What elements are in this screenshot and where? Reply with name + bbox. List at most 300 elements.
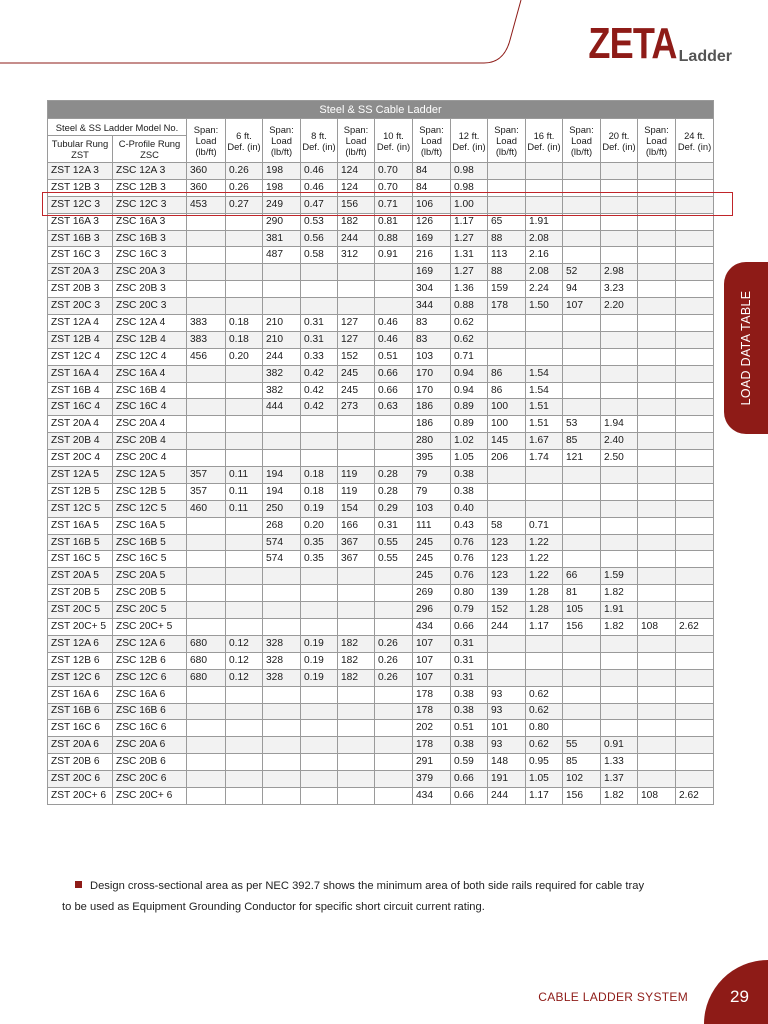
cell-cprofile-model: ZSC 20C 4	[113, 450, 187, 467]
table-cell	[676, 416, 714, 433]
table-cell	[338, 602, 375, 619]
table-cell: 0.38	[451, 737, 488, 754]
table-cell: 0.31	[375, 517, 413, 534]
table-cell: 83	[413, 331, 451, 348]
table-cell	[226, 264, 263, 281]
table-cell	[638, 433, 676, 450]
table-cell	[563, 230, 601, 247]
table-cell	[601, 703, 638, 720]
table-cell: 148	[488, 754, 526, 771]
table-cell: 444	[263, 399, 301, 416]
table-cell	[338, 433, 375, 450]
table-cell: 1.91	[601, 602, 638, 619]
cell-cprofile-model: ZSC 16C 5	[113, 551, 187, 568]
table-cell: 1.33	[601, 754, 638, 771]
table-cell	[676, 551, 714, 568]
table-cell	[226, 433, 263, 450]
table-cell: 0.95	[526, 754, 563, 771]
table-row	[48, 315, 714, 332]
cell-tubular-model: ZST 16A 4	[48, 365, 113, 382]
table-cell: 178	[413, 737, 451, 754]
table-cell: 0.38	[451, 467, 488, 484]
table-cell: 0.76	[451, 534, 488, 551]
table-cell	[263, 416, 301, 433]
table-cell: 0.51	[451, 720, 488, 737]
table-cell	[488, 652, 526, 669]
table-cell: 88	[488, 230, 526, 247]
table-cell: 0.47	[301, 196, 338, 213]
col-header: Span: Load (lb/ft)	[488, 119, 526, 163]
table-cell	[338, 585, 375, 602]
table-cell	[226, 281, 263, 298]
table-cell: 194	[263, 467, 301, 484]
col-header: 20 ft. Def. (in)	[601, 119, 638, 163]
table-cell: 487	[263, 247, 301, 264]
table-cell: 169	[413, 230, 451, 247]
cell-cprofile-model: ZSC 12B 3	[113, 179, 187, 196]
table-cell	[638, 467, 676, 484]
cell-cprofile-model: ZSC 12C 5	[113, 500, 187, 517]
table-cell: 434	[413, 787, 451, 804]
table-cell: 574	[263, 551, 301, 568]
table-cell	[563, 213, 601, 230]
cell-cprofile-model: ZSC 12A 3	[113, 163, 187, 180]
cell-cprofile-model: ZSC 16C 4	[113, 399, 187, 416]
table-cell: 124	[338, 179, 375, 196]
cell-cprofile-model: ZSC 20B 6	[113, 754, 187, 771]
table-cell	[526, 348, 563, 365]
table-cell: 210	[263, 315, 301, 332]
table-cell	[563, 500, 601, 517]
table-cell	[601, 163, 638, 180]
table-cell: 1.02	[451, 433, 488, 450]
table-cell: 178	[413, 686, 451, 703]
table-cell	[601, 669, 638, 686]
cell-cprofile-model: ZSC 16C 6	[113, 720, 187, 737]
table-cell: 152	[488, 602, 526, 619]
table-cell: 0.31	[451, 652, 488, 669]
table-cell: 101	[488, 720, 526, 737]
table-cell: 81	[563, 585, 601, 602]
table-cell	[187, 281, 226, 298]
table-cell: 1.31	[451, 247, 488, 264]
table-cell	[301, 264, 338, 281]
cell-tubular-model: ZST 20C 4	[48, 450, 113, 467]
table-cell	[601, 213, 638, 230]
cell-cprofile-model: ZSC 12B 4	[113, 331, 187, 348]
table-cell: 0.33	[301, 348, 338, 365]
table-cell	[601, 500, 638, 517]
table-row	[48, 483, 714, 500]
table-cell: 249	[263, 196, 301, 213]
table-cell: 66	[563, 568, 601, 585]
table-cell	[226, 298, 263, 315]
table-cell	[375, 703, 413, 720]
cell-cprofile-model: ZSC 12A 6	[113, 635, 187, 652]
table-row	[48, 179, 714, 196]
table-cell: 1.54	[526, 382, 563, 399]
table-cell: 0.27	[226, 196, 263, 213]
table-cell: 83	[413, 315, 451, 332]
table-cell	[226, 686, 263, 703]
cell-tubular-model: ZST 16A 6	[48, 686, 113, 703]
table-cell	[187, 703, 226, 720]
table-cell: 156	[563, 619, 601, 636]
table-cell: 1.28	[526, 585, 563, 602]
col-header-tubular: Tubular Rung ZST	[48, 136, 113, 163]
table-cell	[263, 686, 301, 703]
table-cell: 1.91	[526, 213, 563, 230]
table-cell: 1.82	[601, 787, 638, 804]
table-cell	[187, 382, 226, 399]
table-cell	[187, 213, 226, 230]
table-cell	[301, 619, 338, 636]
table-cell	[676, 483, 714, 500]
table-cell	[226, 382, 263, 399]
cell-tubular-model: ZST 12A 3	[48, 163, 113, 180]
table-cell: 0.94	[451, 365, 488, 382]
table-cell	[187, 247, 226, 264]
table-cell	[187, 771, 226, 788]
cell-cprofile-model: ZSC 20A 6	[113, 737, 187, 754]
table-cell: 111	[413, 517, 451, 534]
table-cell: 0.80	[526, 720, 563, 737]
table-cell	[375, 585, 413, 602]
table-cell	[638, 348, 676, 365]
table-row	[48, 416, 714, 433]
table-cell	[226, 517, 263, 534]
table-cell	[187, 686, 226, 703]
table-cell	[338, 787, 375, 804]
table-cell: 0.71	[375, 196, 413, 213]
table-cell	[676, 703, 714, 720]
table-row	[48, 619, 714, 636]
table-cell	[638, 703, 676, 720]
col-header: Span: Load (lb/ft)	[638, 119, 676, 163]
table-cell	[638, 534, 676, 551]
table-cell	[563, 382, 601, 399]
table-cell	[301, 568, 338, 585]
table-row	[48, 787, 714, 804]
table-cell: 0.89	[451, 399, 488, 416]
table-cell	[263, 703, 301, 720]
table-cell	[676, 264, 714, 281]
table-cell: 85	[563, 433, 601, 450]
cell-cprofile-model: ZSC 20A 5	[113, 568, 187, 585]
table-cell	[226, 213, 263, 230]
table-cell	[563, 196, 601, 213]
table-cell	[601, 399, 638, 416]
table-cell	[601, 720, 638, 737]
cell-cprofile-model: ZSC 12C 3	[113, 196, 187, 213]
table-cell: 0.88	[375, 230, 413, 247]
table-cell: 106	[413, 196, 451, 213]
cell-tubular-model: ZST 16C 6	[48, 720, 113, 737]
table-cell: 0.38	[451, 703, 488, 720]
table-cell: 244	[488, 787, 526, 804]
table-cell	[375, 568, 413, 585]
table-cell: 1.74	[526, 450, 563, 467]
table-cell	[563, 163, 601, 180]
table-cell	[563, 179, 601, 196]
table-cell: 2.98	[601, 264, 638, 281]
table-cell	[263, 281, 301, 298]
table-cell	[676, 585, 714, 602]
table-cell	[226, 230, 263, 247]
cell-tubular-model: ZST 20B 4	[48, 433, 113, 450]
table-row	[48, 652, 714, 669]
table-cell: 191	[488, 771, 526, 788]
cell-cprofile-model: ZSC 20A 4	[113, 416, 187, 433]
table-cell: 126	[413, 213, 451, 230]
table-cell: 119	[338, 467, 375, 484]
table-cell	[375, 720, 413, 737]
table-row	[48, 331, 714, 348]
table-cell	[375, 737, 413, 754]
table-cell: 3.23	[601, 281, 638, 298]
table-cell: 244	[338, 230, 375, 247]
table-cell	[226, 450, 263, 467]
table-cell	[526, 483, 563, 500]
table-cell	[601, 483, 638, 500]
table-cell	[263, 298, 301, 315]
table-cell	[226, 771, 263, 788]
table-cell: 244	[488, 619, 526, 636]
table-cell	[187, 720, 226, 737]
table-cell	[563, 467, 601, 484]
table-cell	[488, 669, 526, 686]
table-cell: 1.28	[526, 602, 563, 619]
brand-logo	[569, 19, 732, 68]
table-row	[48, 754, 714, 771]
table-cell: 2.24	[526, 281, 563, 298]
table-cell: 156	[338, 196, 375, 213]
table-cell: 182	[338, 669, 375, 686]
table-cell: 2.16	[526, 247, 563, 264]
table-cell: 456	[187, 348, 226, 365]
table-cell	[676, 500, 714, 517]
table-cell	[563, 315, 601, 332]
table-cell: 383	[187, 331, 226, 348]
table-cell: 216	[413, 247, 451, 264]
table-cell: 269	[413, 585, 451, 602]
table-cell	[301, 433, 338, 450]
table-cell	[187, 754, 226, 771]
table-cell	[563, 365, 601, 382]
table-cell	[676, 720, 714, 737]
cell-cprofile-model: ZSC 12B 6	[113, 652, 187, 669]
cell-tubular-model: ZST 20C+ 6	[48, 787, 113, 804]
table-cell: 1.27	[451, 264, 488, 281]
cell-tubular-model: ZST 20C 6	[48, 771, 113, 788]
table-cell: 154	[338, 500, 375, 517]
table-row	[48, 298, 714, 315]
table-cell	[526, 669, 563, 686]
table-cell	[187, 399, 226, 416]
cell-cprofile-model: ZSC 16B 4	[113, 382, 187, 399]
table-cell: 1.22	[526, 534, 563, 551]
col-header: 12 ft. Def. (in)	[451, 119, 488, 163]
table-cell: 198	[263, 179, 301, 196]
table-cell: 0.31	[451, 669, 488, 686]
table-cell: 94	[563, 281, 601, 298]
table-cell: 0.11	[226, 467, 263, 484]
side-tab-label: LOAD DATA TABLE	[739, 290, 753, 406]
table-cell: 244	[263, 348, 301, 365]
table-cell: 105	[563, 602, 601, 619]
table-cell: 93	[488, 737, 526, 754]
cell-cprofile-model: ZSC 20C 5	[113, 602, 187, 619]
table-row	[48, 568, 714, 585]
table-cell: 0.35	[301, 551, 338, 568]
table-cell	[338, 686, 375, 703]
table-cell	[226, 754, 263, 771]
table-cell	[263, 737, 301, 754]
table-cell	[563, 534, 601, 551]
table-cell: 79	[413, 483, 451, 500]
table-cell	[638, 331, 676, 348]
table-cell	[226, 720, 263, 737]
table-cell	[601, 315, 638, 332]
table-cell: 382	[263, 365, 301, 382]
cell-tubular-model: ZST 16B 3	[48, 230, 113, 247]
table-cell: 58	[488, 517, 526, 534]
cell-tubular-model: ZST 20B 6	[48, 754, 113, 771]
table-cell: 0.66	[375, 382, 413, 399]
table-cell	[526, 331, 563, 348]
table-cell	[563, 669, 601, 686]
table-cell: 0.46	[375, 315, 413, 332]
table-cell: 145	[488, 433, 526, 450]
table-cell: 367	[338, 534, 375, 551]
table-cell: 304	[413, 281, 451, 298]
table-cell: 245	[338, 365, 375, 382]
table-cell: 182	[338, 652, 375, 669]
table-row	[48, 196, 714, 213]
table-cell: 0.42	[301, 365, 338, 382]
table-cell	[338, 771, 375, 788]
col-header: Span: Load (lb/ft)	[338, 119, 375, 163]
table-cell: 84	[413, 163, 451, 180]
table-cell: 107	[413, 669, 451, 686]
table-cell	[601, 534, 638, 551]
table-cell: 166	[338, 517, 375, 534]
cell-tubular-model: ZST 16C 3	[48, 247, 113, 264]
table-cell: 0.59	[451, 754, 488, 771]
table-cell	[638, 551, 676, 568]
table-cell	[488, 163, 526, 180]
table-row	[48, 264, 714, 281]
table-cell	[301, 450, 338, 467]
table-cell: 123	[488, 551, 526, 568]
col-header: Span: Load (lb/ft)	[563, 119, 601, 163]
cell-tubular-model: ZST 12C 3	[48, 196, 113, 213]
table-cell	[301, 787, 338, 804]
table-cell	[375, 754, 413, 771]
footnote-text: Design cross-sectional area as per NEC 392.7 shows the minimum area of both side rails required for cable tray	[90, 880, 645, 892]
table-cell: 1.50	[526, 298, 563, 315]
table-cell	[263, 602, 301, 619]
table-cell	[676, 534, 714, 551]
table-cell: 0.42	[301, 399, 338, 416]
table-cell: 102	[563, 771, 601, 788]
table-cell	[638, 281, 676, 298]
table-cell	[375, 771, 413, 788]
table-cell	[301, 754, 338, 771]
table-cell: 0.42	[301, 382, 338, 399]
table-cell: 1.67	[526, 433, 563, 450]
table-cell	[338, 619, 375, 636]
table-row	[48, 534, 714, 551]
col-header: Span: Load (lb/ft)	[413, 119, 451, 163]
table-row	[48, 281, 714, 298]
col-header: 8 ft. Def. (in)	[301, 119, 338, 163]
brand-sub-text: Ladder	[678, 48, 732, 65]
cell-tubular-model: ZST 20A 5	[48, 568, 113, 585]
table-cell	[638, 179, 676, 196]
table-cell: 0.91	[601, 737, 638, 754]
table-row	[48, 602, 714, 619]
table-cell: 1.51	[526, 416, 563, 433]
table-cell: 0.35	[301, 534, 338, 551]
table-cell	[638, 585, 676, 602]
table-row	[48, 399, 714, 416]
table-cell	[263, 585, 301, 602]
table-cell	[375, 264, 413, 281]
table-cell: 121	[563, 450, 601, 467]
table-cell	[338, 450, 375, 467]
table-cell: 453	[187, 196, 226, 213]
table-cell	[187, 787, 226, 804]
table-cell	[601, 348, 638, 365]
table-cell: 0.91	[375, 247, 413, 264]
table-cell	[601, 635, 638, 652]
table-cell	[488, 467, 526, 484]
table-cell: 328	[263, 652, 301, 669]
table-cell	[187, 416, 226, 433]
table-cell	[638, 399, 676, 416]
table-cell: 0.26	[226, 179, 263, 196]
col-header: Span: Load (lb/ft)	[187, 119, 226, 163]
table-cell: 0.12	[226, 669, 263, 686]
table-cell	[338, 737, 375, 754]
table-cell	[338, 281, 375, 298]
table-cell: 93	[488, 703, 526, 720]
cell-tubular-model: ZST 12A 6	[48, 635, 113, 652]
table-cell: 55	[563, 737, 601, 754]
table-cell	[601, 686, 638, 703]
table-cell: 328	[263, 635, 301, 652]
table-cell	[301, 416, 338, 433]
table-cell	[563, 348, 601, 365]
table-row	[48, 720, 714, 737]
table-row	[48, 771, 714, 788]
table-cell	[375, 281, 413, 298]
table-cell: 178	[488, 298, 526, 315]
table-cell	[187, 534, 226, 551]
table-cell: 0.80	[451, 585, 488, 602]
table-cell	[676, 450, 714, 467]
table-row	[48, 247, 714, 264]
table-cell	[226, 619, 263, 636]
table-cell: 182	[338, 635, 375, 652]
table-cell	[563, 331, 601, 348]
table-row	[48, 365, 714, 382]
table-cell: 312	[338, 247, 375, 264]
cell-cprofile-model: ZSC 16B 5	[113, 534, 187, 551]
table-cell	[638, 247, 676, 264]
table-cell: 290	[263, 213, 301, 230]
